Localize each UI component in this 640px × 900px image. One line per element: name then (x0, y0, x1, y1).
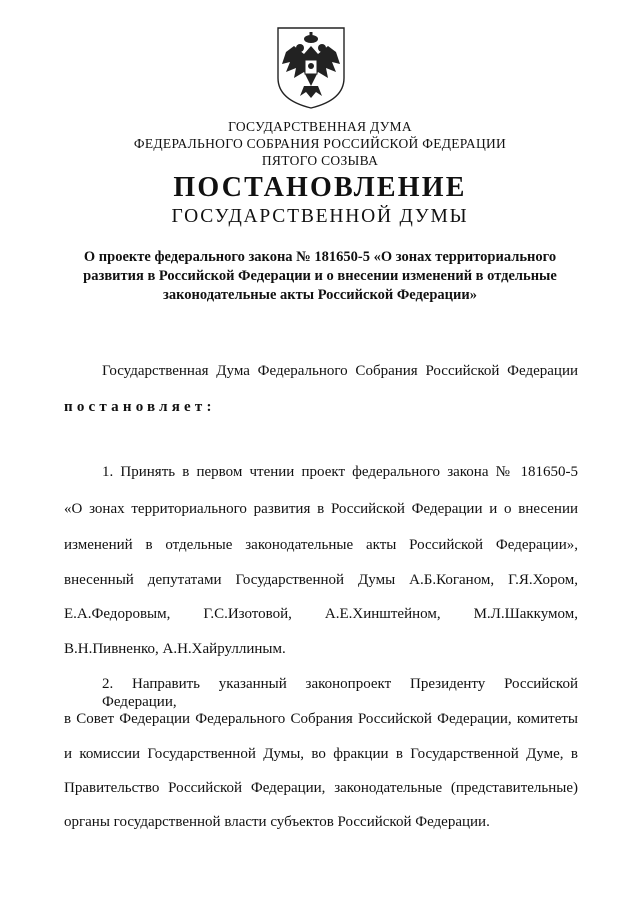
bill-title (70, 248, 570, 305)
item-1-line: «О зонах территориального развития в Российской Федерации и о внесении (64, 501, 578, 517)
bill-title-line: О проекте федерального закона № 181650-5 «О зонах территориального (83, 249, 557, 265)
header-line-convocation: ПЯТОГО СОЗЫВА (261, 153, 379, 168)
item-1-line: изменений в отдельные законодательные акты Российской Федерации», (64, 537, 578, 553)
bill-title-line: законодательные акты Российской Федерации» (163, 287, 477, 303)
item-1-line: внесенный депутатами Государственной Думы А.Б.Коганом, Г.Я.Хором, (64, 572, 578, 588)
header-line-assembly: ФЕДЕРАЛЬНОГО СОБРАНИЯ РОССИЙСКОЙ ФЕДЕРАЦИИ (133, 136, 507, 151)
item-2-line: органы государственной власти субъектов Российской Федерации. (64, 814, 490, 830)
item-2-line: и комиссии Государственной Думы, во фракции в Государственной Думе, в (64, 746, 578, 762)
coat-of-arms-icon (274, 24, 348, 110)
preamble-text: Государственная Дума Федерального Собрания Российской Федерации (102, 363, 578, 379)
bill-title-line: развития в Российской Федерации и о внесении изменений в отдельные (83, 268, 557, 284)
header-line-duma: ГОСУДАРСТВЕННАЯ ДУМА (228, 119, 412, 134)
item-1-line: Е.А.Федоровым, Г.С.Изотовой, А.Е.Хинштейном, М.Л.Шаккумом, (64, 606, 578, 622)
document-subtitle: ГОСУДАРСТВЕННОЙ ДУМЫ (171, 206, 469, 227)
item-2-line: 2. Направить указанный законопроект Президенту Российской Федерации, (102, 676, 578, 710)
item-2-line: в Совет Федерации Федерального Собрания Российской Федерации, комитеты (64, 711, 578, 727)
resolves-word: постановляет: (64, 399, 216, 415)
document-title: ПОСТАНОВЛЕНИЕ (173, 172, 467, 203)
item-2-line: Правительство Российской Федерации, законодательные (представительные) (64, 780, 578, 796)
item-1-line: 1. Принять в первом чтении проект федерального закона № 181650-5 (102, 464, 578, 480)
item-1-line: В.Н.Пивненко, А.Н.Хайруллиным. (64, 641, 286, 657)
